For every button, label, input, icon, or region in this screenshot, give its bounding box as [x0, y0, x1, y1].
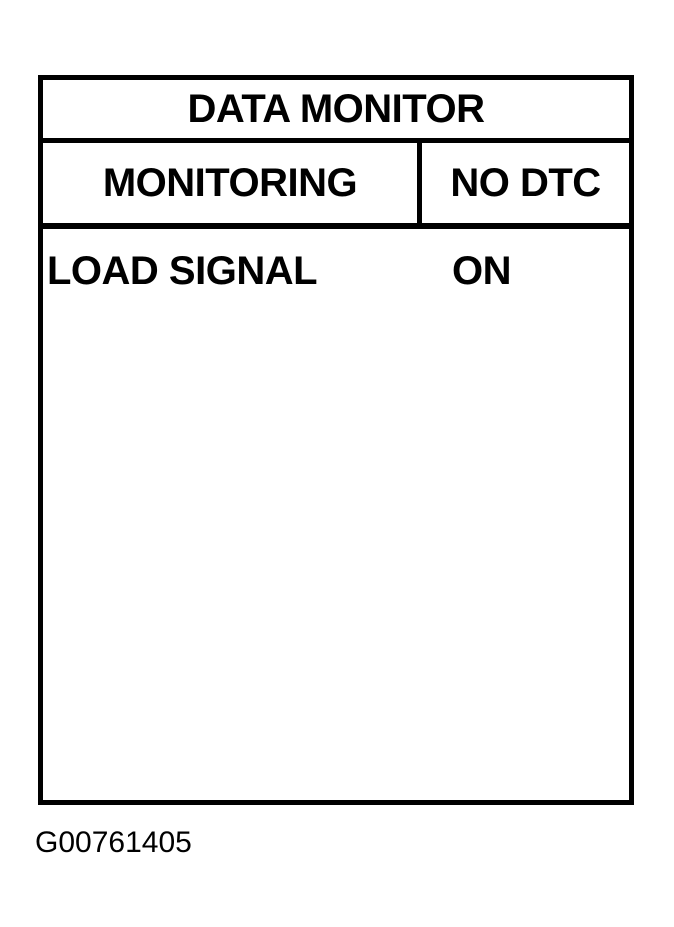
dtc-status-label: NO DTC [450, 160, 601, 205]
parameter-value: ON [452, 249, 511, 293]
data-monitor-screen [38, 75, 634, 805]
screen-title-bar [43, 80, 629, 143]
monitoring-mode-cell [43, 143, 422, 223]
monitoring-mode-label: MONITORING [102, 160, 358, 205]
figure-number: G00761405 [35, 826, 192, 859]
reading-row [43, 249, 629, 297]
readings-area [43, 229, 629, 805]
monitor-status-row [43, 143, 629, 229]
parameter-name-label: LOAD SIGNAL [47, 249, 318, 293]
dtc-status-cell [422, 143, 629, 223]
screen-title: DATA MONITOR [187, 86, 485, 131]
